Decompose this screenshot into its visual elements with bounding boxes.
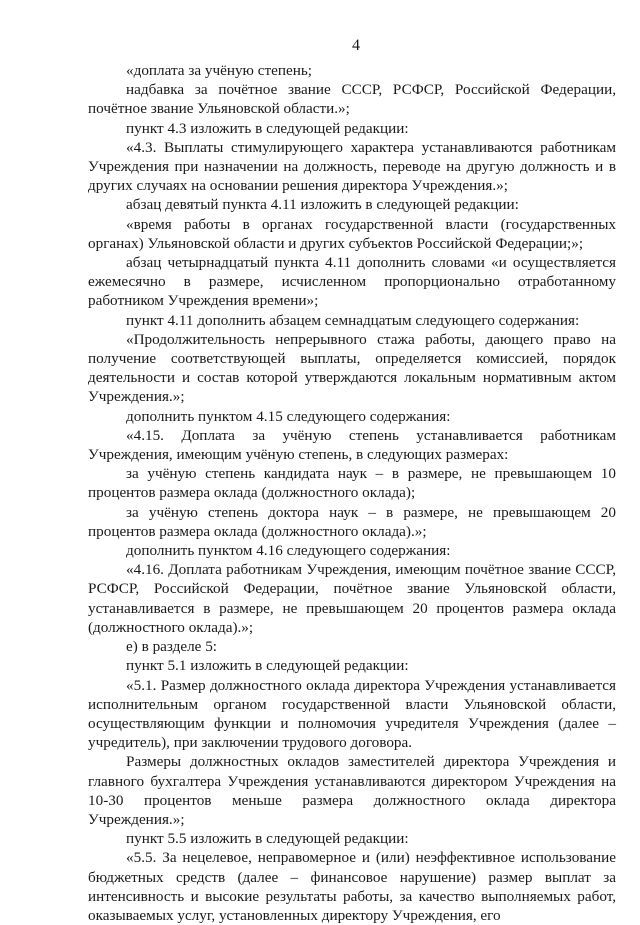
paragraph: «5.5. За нецелевое, неправомерное и (или) неэффективное использование бюджетных средств (далее – финансовое нарушение) размер выплат за интенсивность и высокие результаты работы, за качество выполняемых работ, оказываемых услуг, установленных директору Учреждения, его [88,849,616,924]
paragraph: «4.16. Доплата работникам Учреждения, имеющим почётное звание СССР, РСФСР, Российской Федерации, почётное звание Ульяновской области, устанавливается в размере, не превышающем 20 процентов размера оклада (должностного оклада).»; [88,561,616,636]
paragraph: дополнить пунктом 4.16 следующего содержания: [126,542,451,560]
paragraph: «5.1. Размер должностного оклада директора Учреждения устанавливается исполнительным органом государственной власти Ульяновской области, осуществляющим функции и полномочия учредителя Учреждения (далее – учредитель), при заключении трудового договора. [88,676,616,752]
paragraph: пункт 4.3 изложить в следующей редакции: [126,119,409,137]
paragraph: е) в разделе 5: [126,638,218,656]
paragraph: пункт 5.5 изложить в следующей редакции: [126,830,409,848]
paragraph: за учёную степень кандидата наук – в размере, не превышающем 10 процентов размера оклада (должностного оклада); [88,465,616,502]
paragraph: пункт 5.1 изложить в следующей редакции: [126,657,409,675]
paragraph: «время работы в органах государственной власти (государственных органах) Ульяновской области и других субъектов Российской Федерации;»; [88,215,616,252]
paragraph: «Продолжительность непрерывного стажа работы, дающего право на получение соответствующей выплаты, определяется комиссией, порядок деятельности и состав которой утверждаются локальным нормативным актом Учреждения.»; [88,330,616,406]
paragraph: «доплата за учёную степень; [126,62,312,79]
paragraph: надбавка за почётное звание СССР, РСФСР, Российской Федерации, почётное звание Ульяновской области.»; [88,81,616,118]
paragraph: Размеры должностных окладов заместителей директора Учреждения и главного бухгалтера Учреждения устанавливаются директором Учреждения на 10-30 процентов меньше размера должностного оклада директора Учреждения.»; [88,753,616,828]
paragraph: абзац девятый пункта 4.11 изложить в следующей редакции: [126,196,519,214]
paragraph: «4.3. Выплаты стимулирующего характера устанавливаются работникам Учреждения при назначении на должность, переводе на другую должность и в других случаях на основании решения директора Учреждения.»; [88,138,616,195]
paragraph: абзац четырнадцатый пункта 4.11 дополнить словами «и осуществляется ежемесячно в размере, исчисленном пропорционально отработанному работником Учреждения времени»; [88,254,616,310]
paragraph: «4.15. Доплата за учёную степень устанавливается работникам Учреждения, имеющим учёную степень, в следующих размерах: [88,426,616,464]
paragraph: дополнить пунктом 4.15 следующего содержания: [126,407,451,425]
paragraph: пункт 4.11 дополнить абзацем семнадцатым следующего содержания: [126,311,580,329]
document-body [88,61,616,925]
paragraph: за учёную степень доктора наук – в размере, не превышающем 20 процентов размера оклада (должностного оклада).»; [88,503,616,540]
page-number: 4 [352,37,360,54]
